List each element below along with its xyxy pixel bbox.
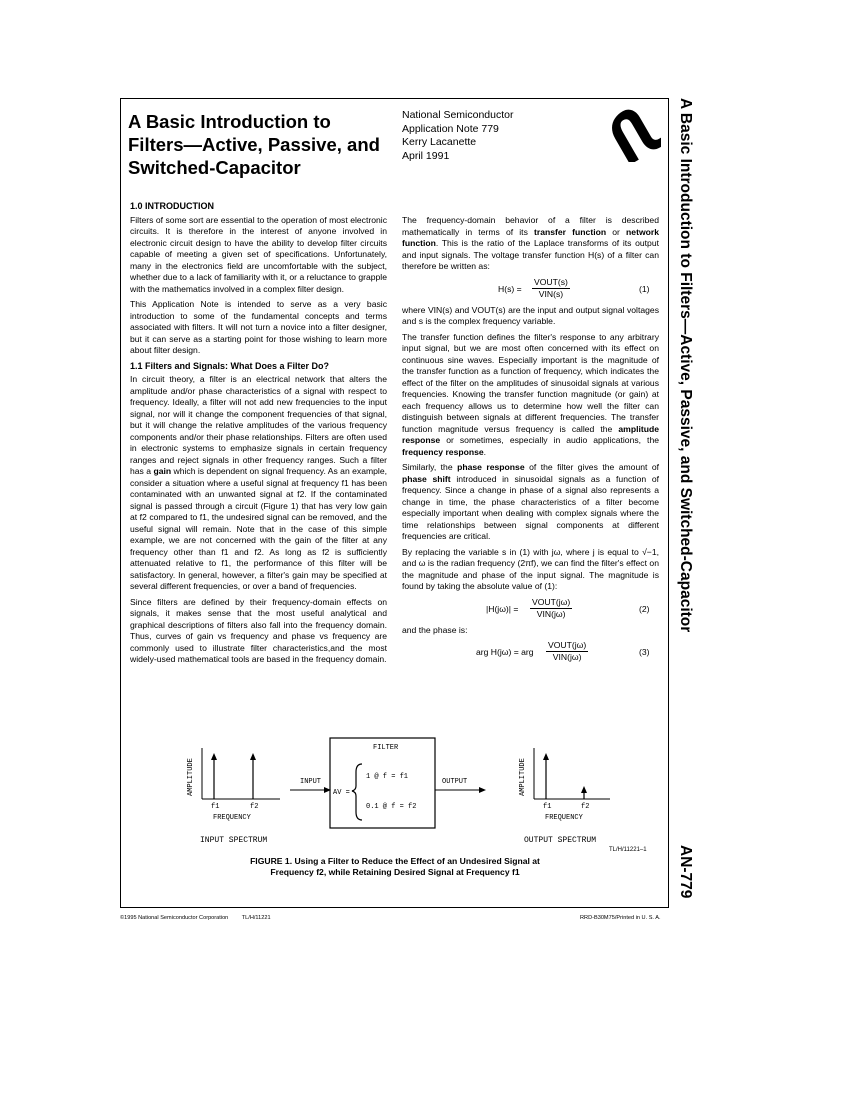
- caption-line-1: FIGURE 1. Using a Filter to Reduce the Effect of an Undesired Signal at: [250, 856, 540, 866]
- output-frequency-label: FREQUENCY: [545, 814, 583, 822]
- figure-tl-code: TL/H/11221–1: [609, 847, 647, 853]
- eq2-numerator: VOUT(jω): [532, 596, 571, 607]
- output-f2-arrow-icon: [581, 786, 587, 793]
- text-run: The frequency-domain behavior of a filter is described mathematically in terms of its: [402, 215, 659, 237]
- output-f1-arrow-icon: [543, 753, 549, 760]
- input-f2-arrow-icon: [250, 753, 256, 760]
- document-title: A Basic Introduction to Filters—Active, Passive, and Switched-Capacitor: [128, 111, 380, 178]
- header-company: National Semiconductor: [402, 109, 514, 121]
- right-column: [402, 215, 659, 668]
- input-frequency-label: FREQUENCY: [213, 814, 251, 822]
- intro-paragraph-1: Filters of some sort are essential to the operation of most electronic circuits. It is therefore in the interest of anyone involved in electronic circuit design to have the ability to develop filter circuits capable of meeting a given set of specifications. Unfortunately, many in the electronics field are uncomfortable with the subject, whether due to a lack of familiarity with it, or a reluctance to grapple with the mathematics involved in a complex filter design.: [130, 214, 387, 294]
- output-amplitude-label: AMPLITUDE: [519, 758, 527, 796]
- filter-label: FILTER: [373, 744, 399, 752]
- input-spectrum-label: INPUT SPECTRUM: [200, 836, 268, 845]
- eq3-denominator: VIN(jω): [552, 652, 582, 662]
- text-run: which is dependent on signal frequency. As an example, consider a situation where a useful signal at frequency f1 has been contaminated with an unwanted signal at f2. If the contaminated signal is passed through a circuit (Figure 1) that has very low gain at f2 compared to f1, the undesired signal can be removed, and the useful signal will remain. Note that in the case of this simple example, we are not concerned with the gain of the filter at any frequency other than f1 and f2. As long as f2 is sufficiently attenuated relative to f1, the performance of this filter will be satisfactory. In general, however, a filter's gain may be specified at several different frequencies, or over a band of frequencies.: [130, 466, 388, 591]
- term-phase-response: phase response: [457, 462, 525, 472]
- eq2-fraction: [530, 597, 572, 620]
- output-label: OUTPUT: [442, 778, 468, 786]
- variables-paragraph: where VIN(s) and VOUT(s) are the input and output signal voltages and s is the complex frequency variable.: [402, 304, 659, 326]
- text-run: Similarly, the: [402, 462, 453, 472]
- gain-av-label: AV =: [333, 789, 350, 797]
- gain-case-1: 1 @ f = f1: [366, 773, 409, 781]
- section-heading-filters-and-signals: 1.1 Filters and Signals: What Does a Filter Do?: [130, 360, 330, 371]
- header-info: [402, 109, 513, 163]
- gain-case-2: 0.1 @ f = f2: [366, 803, 417, 811]
- figure-caption: [210, 856, 580, 878]
- gain-brace-icon: [352, 764, 362, 820]
- filters-paragraph-2: Since filters are defined by their frequency-domain effects on signals, it makes sense that the most useful analytical and graphical descriptions of filters also fall into the frequency domain. Thus, curves of gain vs frequency and phase vs frequency are commonly used to illustrate filter characteristics,and the most widely-used mathematical tools are based in the frequency domain.: [130, 596, 387, 664]
- text-run: . This is the ratio of the Laplace transforms of its output and input signals. The voltage transfer function H(s) of a filter can therefore be written as:: [402, 238, 659, 271]
- side-title: [674, 98, 696, 718]
- eq3-fraction: [546, 640, 588, 663]
- output-f2-label: f2: [581, 803, 590, 811]
- input-f1-arrow-icon: [211, 753, 217, 760]
- text-run: of the filter gives the amount of: [529, 462, 660, 472]
- phase-intro: and the phase is:: [402, 624, 468, 635]
- equation-1: [402, 277, 659, 301]
- caption-line-2: Frequency f2, while Retaining Desired Signal at Frequency f1: [270, 867, 520, 877]
- figure-1-diagram: [180, 736, 630, 851]
- text-run: In circuit theory, a filter is an electrical network that alters the amplitude and/or phase characteristics of a signal with respect to frequency. Ideally, a filter will not add new frequencies to the input signal, nor will it change the component frequencies of that signal, but it will change the relative amplitudes of the various frequency components and/or their phase relationships. Filters are often used in electronic systems to emphasize signals in certain frequency ranges and reject signals in other frequency ranges. Such a filter has a: [130, 374, 387, 476]
- footer-copyright: ©1995 National Semiconductor Corporation: [120, 915, 229, 921]
- term-transfer-function: transfer function: [534, 226, 607, 237]
- eq1-fraction: [532, 277, 570, 300]
- input-amplitude-label: AMPLITUDE: [187, 758, 195, 796]
- header-author: Kerry Lacanette: [402, 136, 477, 148]
- eq2-denominator: VIN(jω): [536, 608, 566, 619]
- footer-left: [120, 915, 283, 921]
- equation-2: [402, 597, 659, 621]
- term-phase-shift: phase shift: [402, 473, 451, 484]
- eq3-numerator: VOUT(jω): [548, 640, 587, 650]
- header-date: April 1991: [402, 149, 450, 162]
- text-run: or: [612, 226, 620, 237]
- section-heading-introduction: 1.0 INTRODUCTION: [130, 201, 215, 211]
- eq2-lhs: |H(jω)| =: [486, 603, 519, 614]
- term-network-function: network function: [402, 226, 659, 248]
- eq2-number: (2): [639, 603, 650, 614]
- eq3-number: (3): [639, 647, 650, 657]
- text-run: .: [483, 446, 487, 457]
- input-label: INPUT: [300, 778, 322, 786]
- term-gain: gain: [153, 466, 172, 476]
- output-f1-label: f1: [543, 803, 552, 811]
- text-run: The transfer function defines the filter's response to any arbitrary input signal, but we are most often concerned with its effect on continuous sine waves. Especially important is the magnitude of the transfer function as a function of frequency, which indicates the effect of the filter on the amplitudes of sinusoidal signals at various frequencies. Knowing the transfer function magnitude (or gain) at each frequency allows us to determine how well the filter can distinguish between signals at different frequencies. The transfer function magnitude versus frequency is called the: [402, 331, 659, 434]
- transfer-function-paragraph: [402, 215, 659, 273]
- output-spectrum-label: OUTPUT SPECTRUM: [524, 836, 597, 845]
- footer-code: TL/H/11221: [241, 915, 271, 921]
- substitution-paragraph: By replacing the variable s in (1) with jω, where j is equal to √−1, and ω is the radian frequency (2πf), we can find the filter's effect on the magnitude and phase of the input signal. The magnitude is found by taking the absolute value of (1):: [402, 546, 659, 591]
- phase-paragraph: [402, 462, 659, 543]
- term-frequency-response: frequency response: [402, 446, 484, 457]
- input-f2-label: f2: [250, 803, 259, 811]
- national-semiconductor-logo-icon: [609, 104, 661, 162]
- output-arrow-icon: [479, 787, 486, 793]
- input-f1-label: f1: [211, 803, 220, 811]
- eq1-number: (1): [639, 283, 650, 294]
- text-run: introduced in sinusoidal signals as a function of frequency. Since a change in phase of a signal also represents a change in time, the phase characteristics of a filter become especially important when dealing with complex signals where the time relationships between signal components at different frequencies are critical.: [402, 473, 659, 541]
- eq3-lhs: arg H(jω) = arg: [476, 647, 534, 657]
- equation-3: [402, 640, 659, 664]
- side-an-text: AN-779: [677, 845, 694, 899]
- intro-paragraph-2: This Application Note is intended to serve as a very basic introduction to some of the fundamental concepts and terms associated with filters. It will not turn a novice into a filter designer, but it can serve as a starting point for those wishing to learn more about filter design.: [130, 299, 387, 355]
- side-title-text: A Basic Introduction to Filters—Active, Passive, and Switched-Capacitor: [677, 98, 694, 633]
- left-column: [130, 201, 387, 670]
- eq1-numerator: VOUT(s): [534, 276, 568, 287]
- term-amplitude-response: amplitude response: [402, 423, 659, 445]
- text-run: or sometimes, especially in audio applications, the: [446, 435, 660, 445]
- eq1-denominator: VIN(s): [538, 288, 564, 299]
- footer-print-info: RRD-B30M75/Printed in U. S. A.: [580, 915, 661, 921]
- header-app-note: Application Note 779: [402, 122, 499, 135]
- filters-paragraph-1: [130, 374, 387, 593]
- eq1-lhs: H(s) =: [498, 283, 522, 294]
- amplitude-paragraph: [402, 332, 659, 459]
